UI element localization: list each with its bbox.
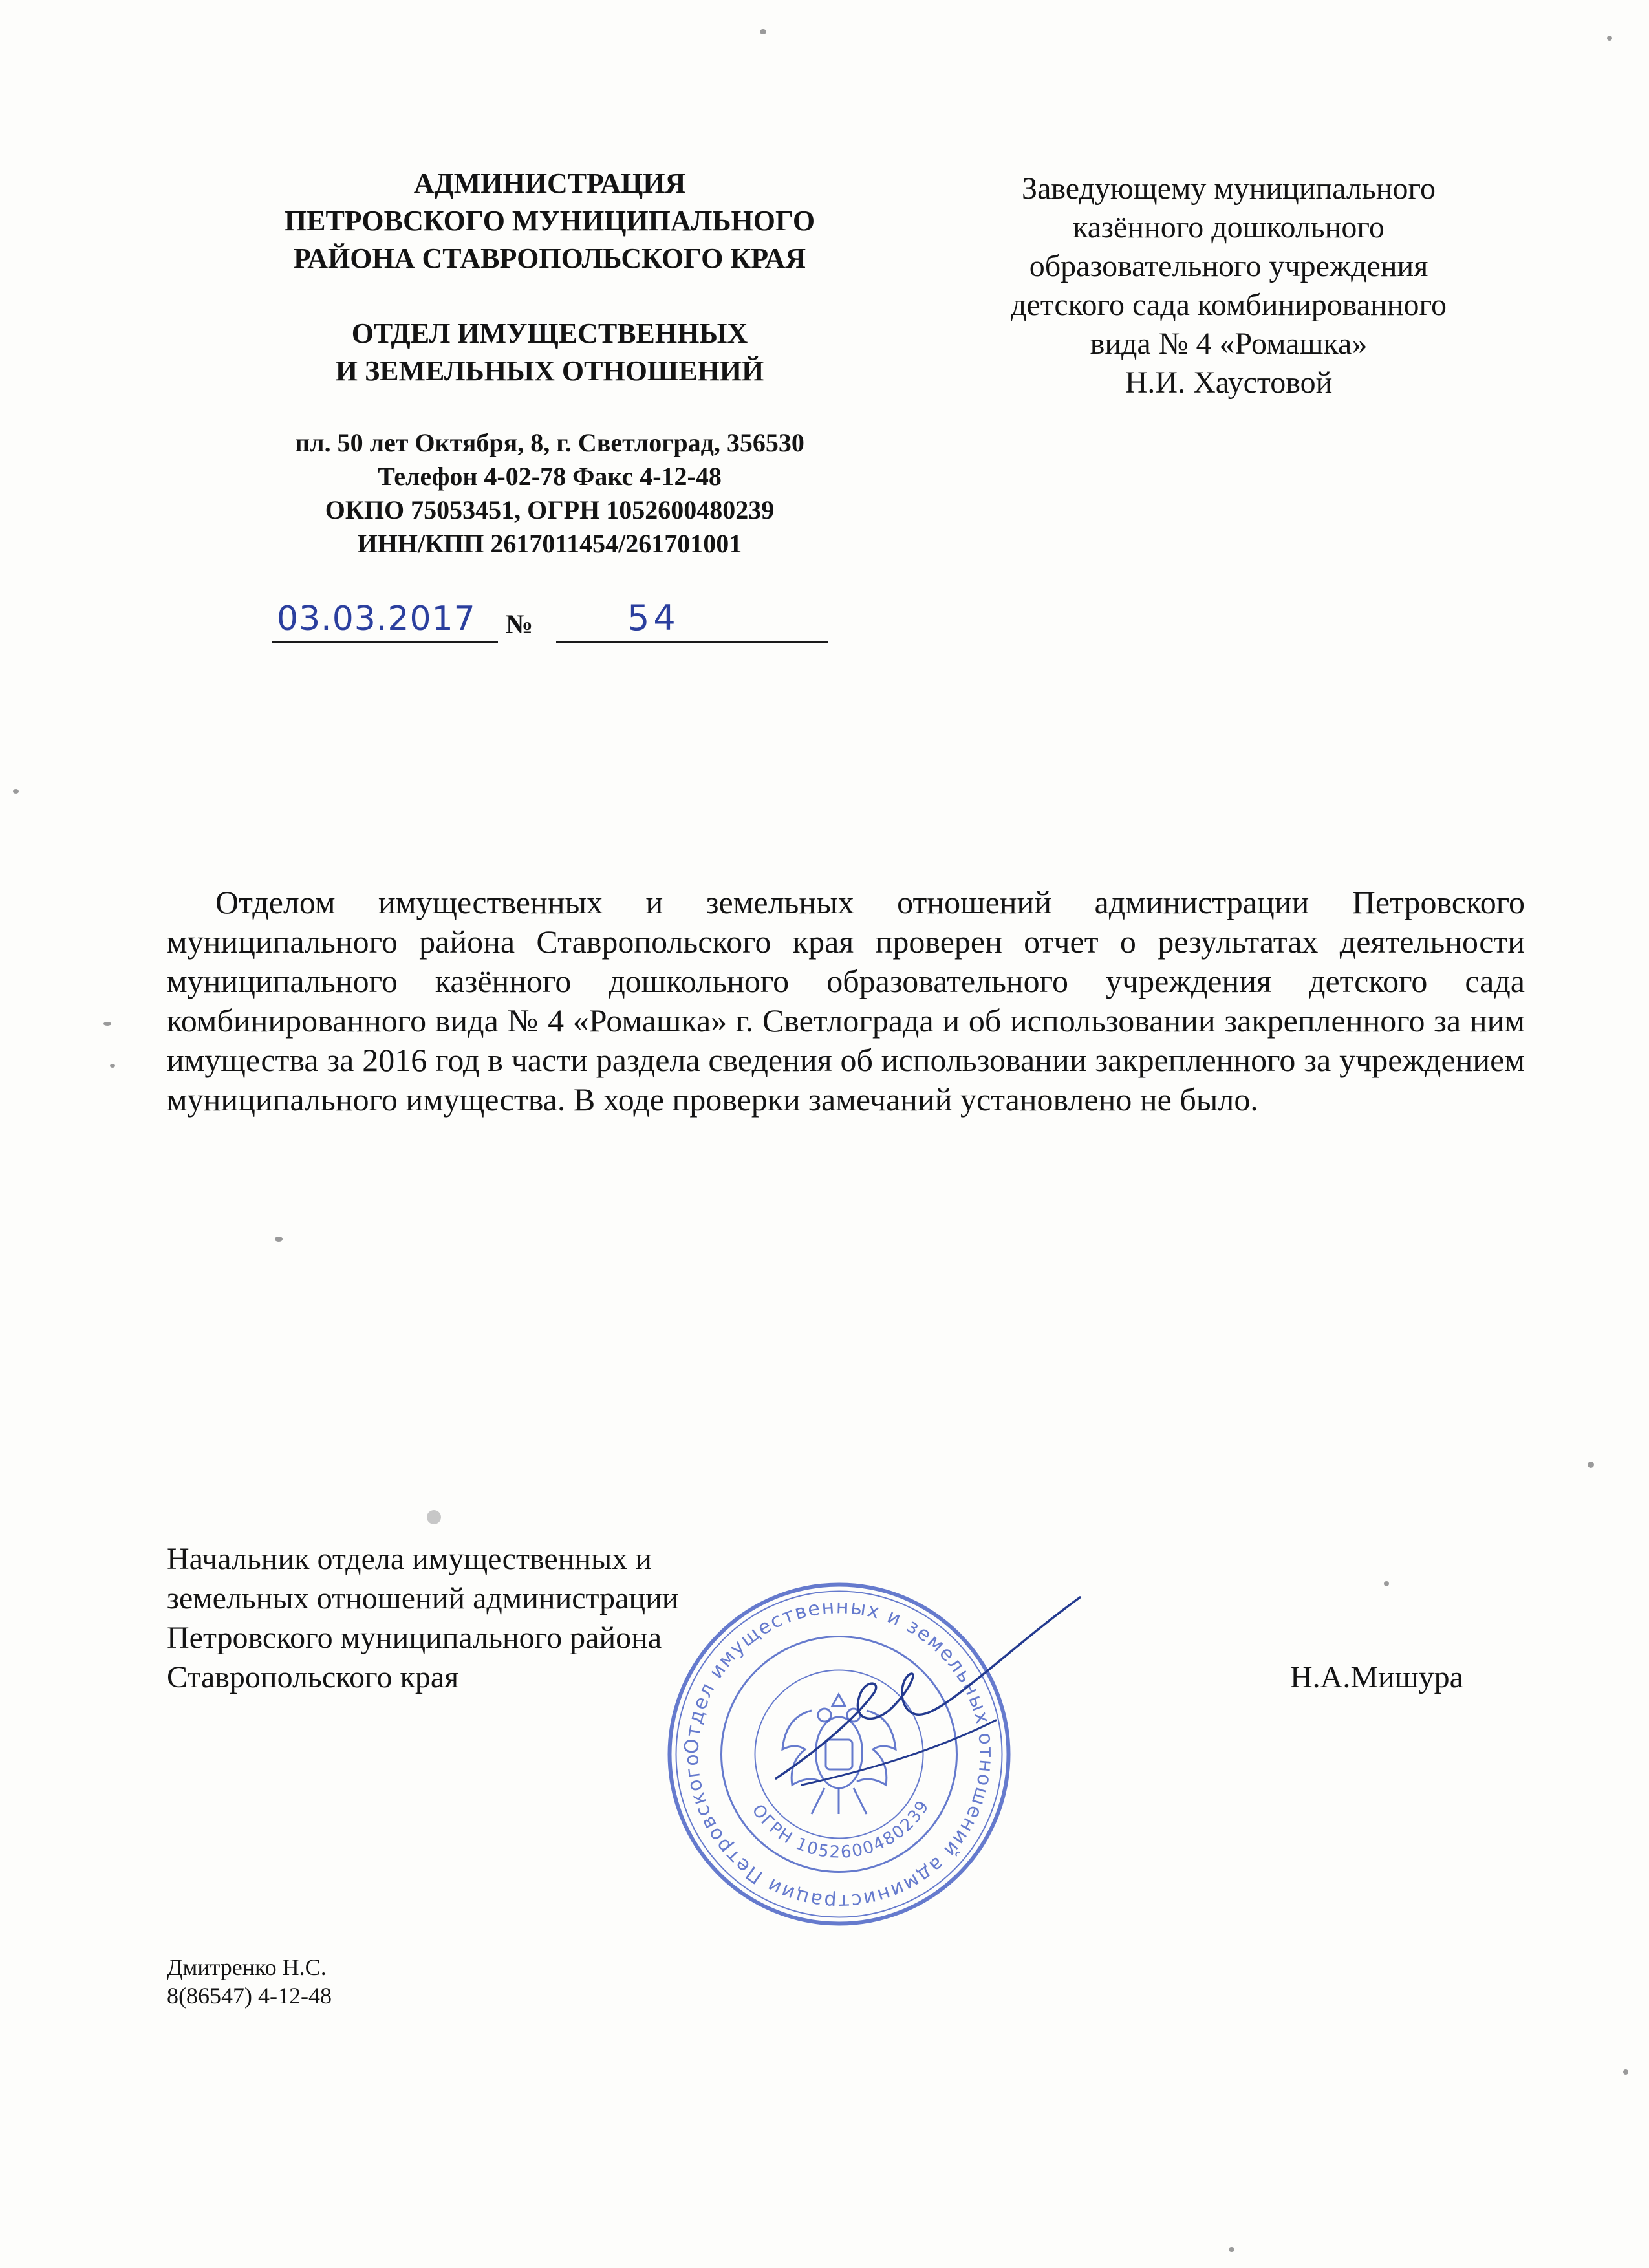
org-line: АДМИНИСТРАЦИЯ [413, 167, 686, 199]
dept-line: ОТДЕЛ ИМУЩЕСТВЕННЫХ [351, 318, 748, 349]
scan-speck [1384, 1581, 1389, 1586]
okpo-ogrn-line: ОКПО 75053451, ОГРН 1052600480239 [325, 495, 775, 524]
org-line: ПЕТРОВСКОГО МУНИЦИПАЛЬНОГО [284, 205, 815, 237]
addressee-line: казённого дошкольного [1073, 210, 1385, 244]
addressee-line: образовательного учреждения [1029, 249, 1428, 283]
position-line: земельных отношений администрации [167, 1581, 679, 1615]
inn-kpp-line: ИНН/КПП 2617011454/261701001 [357, 529, 742, 558]
registration-number: 54 [627, 598, 680, 638]
organization-name [194, 165, 905, 277]
svg-text:ОГРН 1052600480239: ОГРН 1052600480239 [748, 1796, 934, 1863]
executor-name: Дмитренко Н.С. [167, 1954, 327, 1980]
org-line: РАЙОНА СТАВРОПОЛЬСКОГО КРАЯ [293, 243, 806, 274]
position-line: Начальник отдела имущественных и [167, 1542, 652, 1576]
position-line: Ставропольского края [167, 1660, 459, 1694]
position-line: Петровского муниципального района [167, 1621, 662, 1655]
scan-speck [1623, 2069, 1628, 2075]
addressee-name: Н.И. Хаустовой [1125, 365, 1333, 400]
scan-speck [1229, 2247, 1234, 2252]
executor-info [167, 1953, 332, 2010]
letterhead [194, 165, 905, 561]
contact-details [194, 426, 905, 561]
address-line: пл. 50 лет Октября, 8, г. Светлоград, 356530 [295, 428, 804, 457]
scan-speck [1607, 36, 1612, 41]
number-sign: № [506, 610, 534, 640]
registration-number-field [556, 598, 828, 643]
scan-speck [110, 1064, 115, 1068]
executor-phone: 8(86547) 4-12-48 [167, 1983, 332, 2009]
scan-speck [1588, 1462, 1594, 1468]
signatory-position [167, 1539, 878, 1697]
addressee-line: вида № 4 «Ромашка» [1090, 327, 1368, 361]
scan-speck [103, 1022, 111, 1026]
department-name [194, 315, 905, 390]
registration-date-field [272, 601, 498, 643]
addressee-line: Заведующему муниципального [1022, 171, 1436, 206]
registration-line [272, 598, 828, 648]
scan-speck [427, 1510, 441, 1524]
letter-body: Отделом имущественных и земельных отношений администрации Петровского муниципального района Ставропольского края проверен отчет о результатах деятельности муниципального казённого дошкольного образовательного учреждения детского сада комбинированного вида № 4 «Ромашка» г. Светлограда и об использовании закрепленного за ним имущества за 2016 год в части раздела сведения об использовании закрепленного за учреждением муниципального имущества. В ходе проверки замечаний установлено не было. [167, 884, 1525, 1118]
addressee [931, 169, 1526, 402]
svg-text:Отдел имущественных и земельны: Отдел имущественных и земельных отношений администрации Петровского [680, 1595, 998, 1913]
scan-speck [13, 789, 19, 794]
registration-date: 03.03.2017 [277, 599, 476, 638]
dept-line: И ЗЕМЕЛЬНЫХ ОТНОШЕНИЙ [335, 355, 764, 387]
scan-speck [275, 1237, 283, 1242]
signer-name: Н.А.Мишура [1290, 1660, 1463, 1694]
scan-speck [760, 29, 766, 34]
phone-fax-line: Телефон 4-02-78 Факс 4-12-48 [378, 462, 722, 491]
addressee-line: детского сада комбинированного [1011, 288, 1447, 322]
